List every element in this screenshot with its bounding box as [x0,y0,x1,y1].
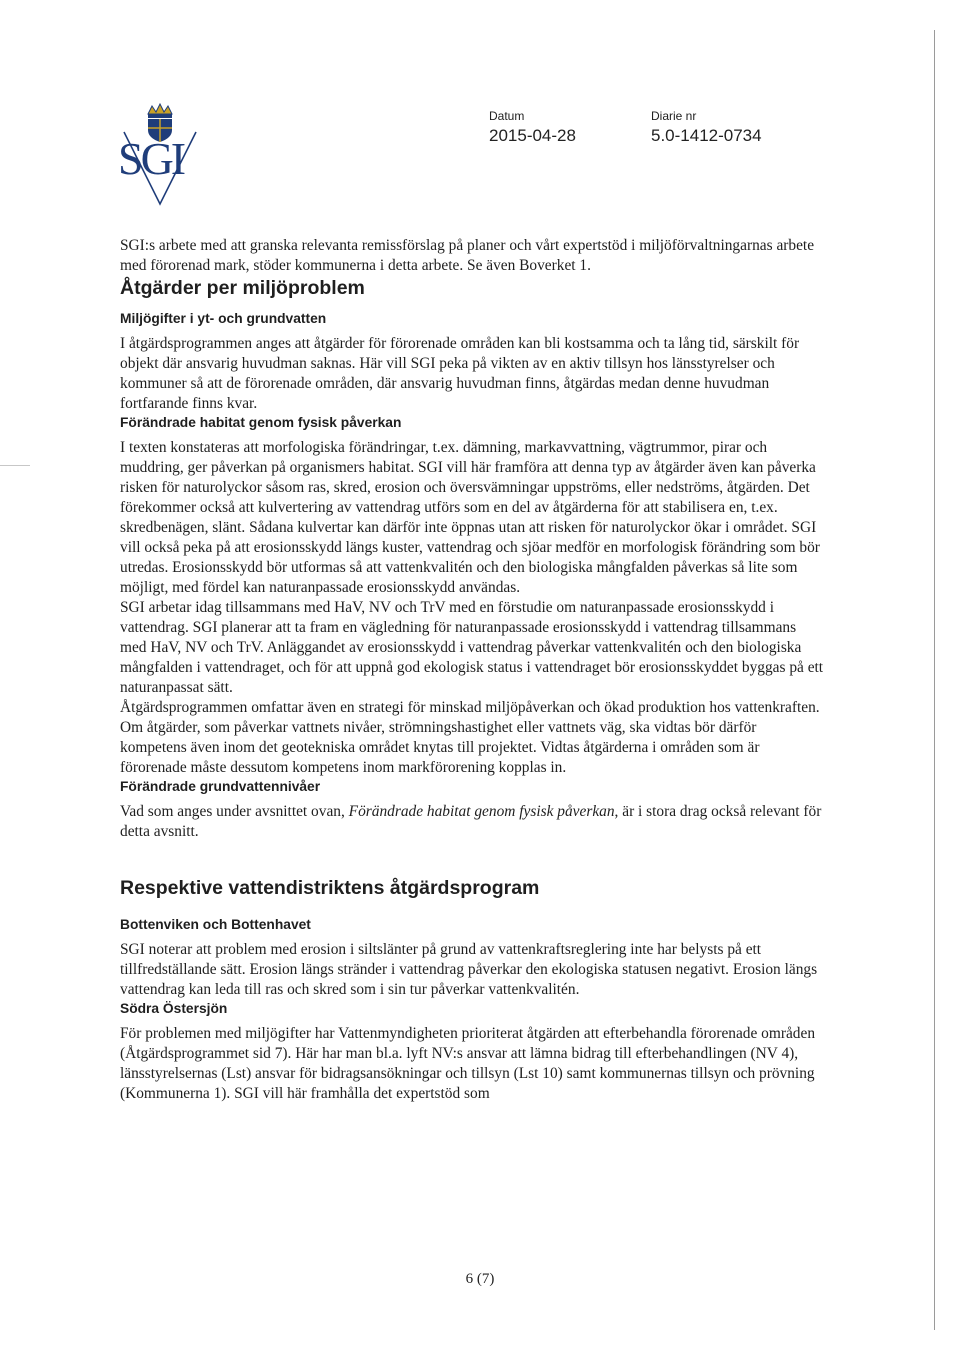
paragraph-miljogifter: I åtgärdsprogrammen anges att åtgärder för förorenade områden kan bli kostsamma och ta lång tid, särskilt för objekt där ansvarig huvudman saknas. Här vill SGI peka på vikten av en aktiv tillsyn hos länsstyrelser och kommuner så att de förorenade områden, där ansvarig huvudman finns, åtgärdas medan denne huvudman fortfarande finns kvar. [120,335,800,412]
date-block [489,109,576,146]
paragraph-habitat-3: Åtgärdsprogrammen omfattar även en strategi för minskad miljöpåverkan och ökad produktion hos vattenkraften. Om åtgärder, som påverkar vattnets nivåer, strömningshastighet eller vattnets väg, ska vidtas bör därför kompetens även inom det geotekniska området knytas till projektet. Vidtas åtgärderna i områden som är förorenade måste dessutom kompetens inom markförorening kopplas in. [120,699,820,776]
scan-edge-line [934,30,935,1330]
logo-wordmark: SGI [118,133,184,184]
paragraph-bottenviken: SGI noterar att problem med erosion i siltslänter på grund av vattenkraftsreglering inte har belysts på ett tillfredställande sätt. Erosion längs stränder i vattendrag påverkar den ekologiska statusen negativt. Erosion längs vattendrag kan leda till ras och skred som i sin tur påverkar vattenkvalitén. [120,941,818,998]
paragraph-habitat-2: SGI arbetar idag tillsammans med HaV, NV och TrV med en förstudie om naturanpassade erosionsskydd i vattendrag. SGI planerar att ta fram en vägledning för naturanpassade erosionsskydd i vattendrag tillsammans med HaV, NV och TrV. Anläggandet av erosionsskydd i vattendrag påverkar vattenkvalitén och den biologiska mångfalden i vattendraget, och för att uppnå god ekologisk status i vattendraget bör erosionsskyddet byggas på ett naturanpassat sätt. [120,599,824,696]
document-body [120,236,826,1104]
diarie-label: Diarie nr [651,109,697,123]
subheading-habitat: Förändrade habitat genom fysisk påverkan [120,415,402,430]
grundvatten-text-b: , är i stora drag också relevant för detta avsnitt. [120,803,822,840]
intro-paragraph: SGI:s arbete med att granska relevanta remissförslag på planer och vårt expertstöd i miljöförvaltningarnas arbete med förorenad mark, stöder kommunerna i detta arbete. Se även Boverket 1. [120,237,815,274]
paragraph-grundvatten [120,802,826,842]
sgi-logo [118,100,200,208]
subheading-grundvatten: Förändrade grundvattennivåer [120,779,321,794]
paragraph-habitat-1: I texten konstateras att morfologiska förändringar, t.ex. dämning, markavvattning, vägtrummor, pirar och muddring, ger påverkan på organismers habitat. SGI vill här framföra att denna typ av åtgärder även kan påverka risken för naturolyckor såsom ras, skred, erosion och översvämningar uppströms, eller nedströms, åtgärden. Det förekommer också att kulvertering av vattendrag utförs som en del av åtgärderna för att stabilisera en, t.ex. skredbenägen, slänt. Sådana kulvertar kan därför inte öppnas utan att risken för naturolyckor ökar i området. SGI vill också peka på att erosionsskydd längs kuster, vattendrag och sjöar medför en morfologisk förändring som bör utredas. Erosionsskydd bör utformas så att vattenkvalitén och den biologiska mångfalden påverkas så lite som möjligt, med fördel kan naturanpassade erosionsskydd användas. [120,439,820,596]
subheading-sodra-ostersjon: Södra Östersjön [120,1001,228,1016]
grundvatten-text-italic: Förändrade habitat genom fysisk påverkan [348,803,615,820]
section-heading-atgarder: Åtgärder per miljöproblem [120,277,365,299]
paragraph-sodra-ostersjon: För problemen med miljögifter har Vattenmyndigheten prioriterat åtgärden att efterbehandla förorenade områden (Åtgärdsprogrammet sid 7). Här har man bl.a. lyft NV:s ansvar att lämna bidrag till efterbehandlingen (NV 4), länsstyrelsernas (Lst) ansvar för bidragsansökningar och tillsyn (Lst 10) samt kommunernas tillsyn och prövning (Kommunerna 1). SGI vill här framhålla det expertstöd som [120,1025,816,1102]
date-value: 2015-04-28 [489,126,576,145]
subheading-bottenviken: Bottenviken och Bottenhavet [120,917,311,932]
date-label: Datum [489,109,525,123]
subheading-miljogifter: Miljögifter i yt- och grundvatten [120,311,327,326]
page-number: 6 (7) [465,1271,495,1287]
grundvatten-text-a: Vad som anges under avsnittet ovan, [120,803,349,820]
diarie-value: 5.0-1412-0734 [651,126,762,145]
section-heading-vattendistrikt: Respektive vattendistriktens åtgärdsprogram [120,877,540,899]
scan-edge-mark [0,465,30,466]
diarie-block [651,109,762,146]
